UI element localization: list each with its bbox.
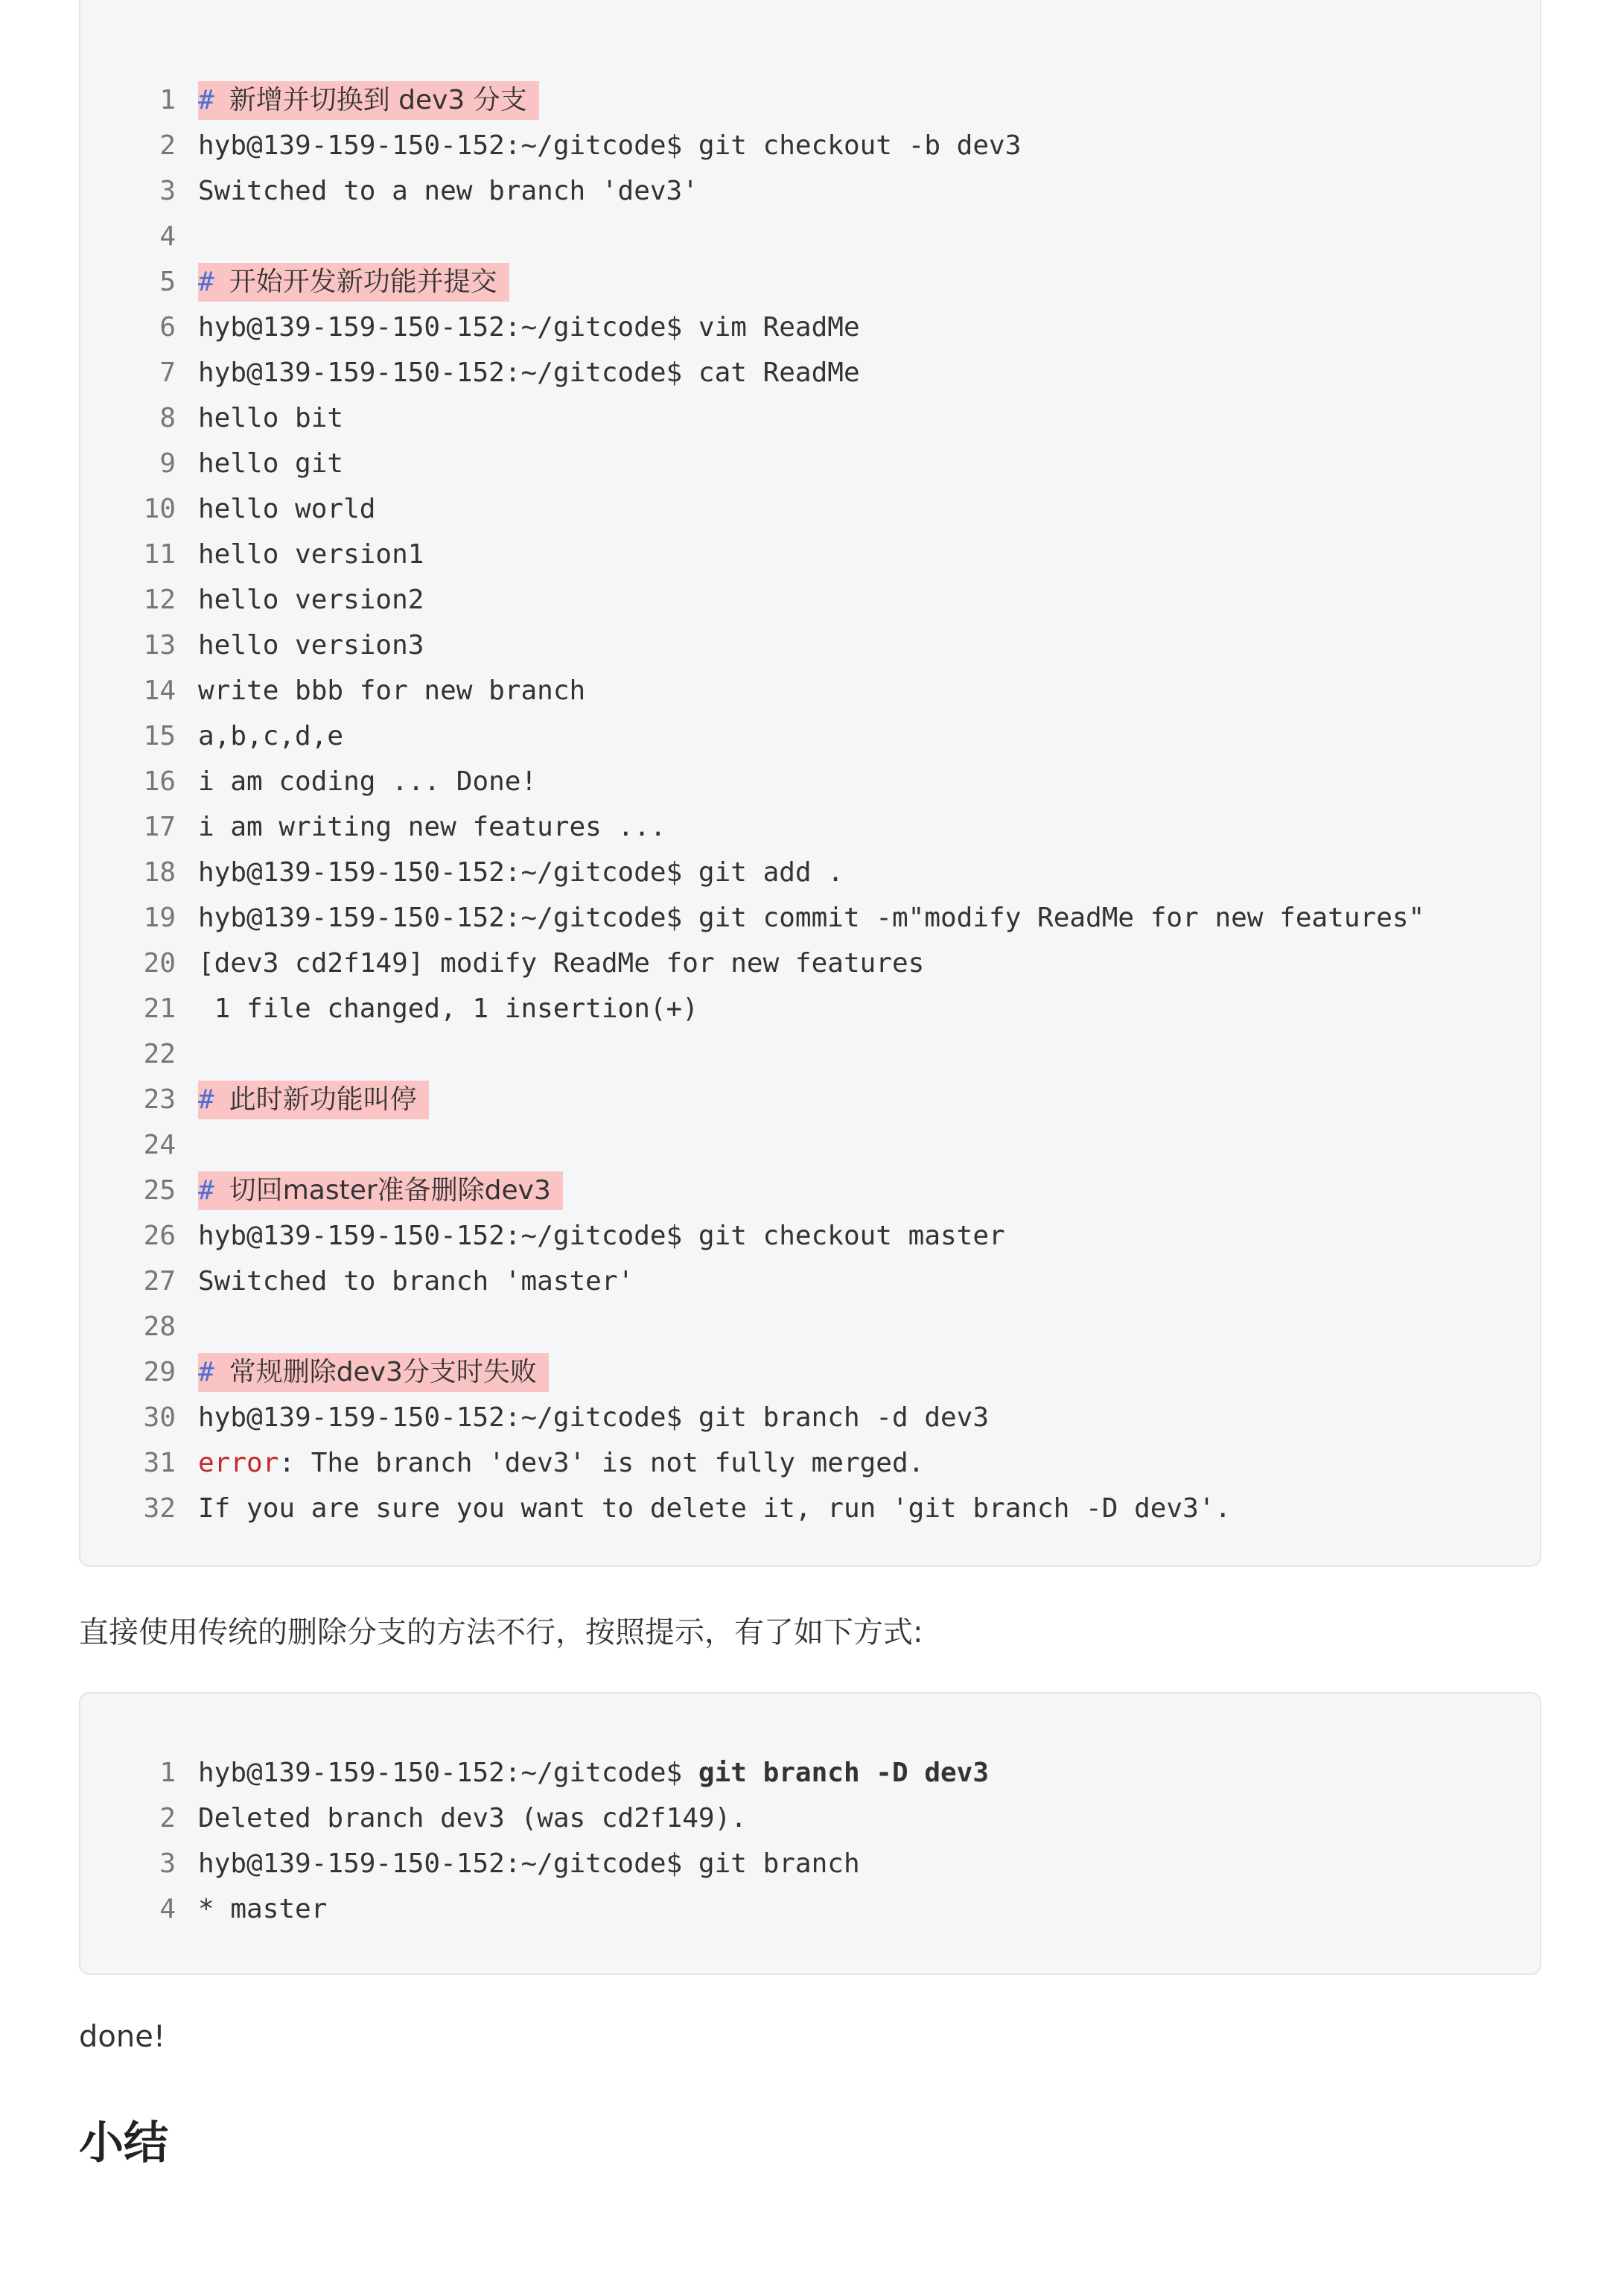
line-number: 21 — [143, 993, 176, 1024]
code-text: i am coding ... Done! — [198, 766, 538, 797]
line-number: 16 — [143, 766, 176, 797]
comment-text: 新增并切换到 dev3 分支 — [229, 85, 527, 115]
section-heading-summary: 小结 — [79, 2117, 168, 2169]
line-number: 13 — [143, 630, 176, 661]
code-line — [80, 1886, 1540, 1932]
code-text: hyb@139-159-150-152:~/gitcode$ git checkout master — [198, 1221, 1005, 1251]
code-line — [80, 1395, 1540, 1440]
code-text: write bbb for new branch — [198, 675, 586, 706]
line-number: 19 — [143, 903, 176, 933]
line-number: 14 — [143, 675, 176, 706]
code-line — [80, 1304, 1540, 1349]
error-keyword: error — [198, 1448, 279, 1478]
line-number: 31 — [143, 1448, 176, 1478]
line-number: 7 — [159, 357, 176, 388]
line-number: 5 — [159, 267, 176, 297]
code-line — [80, 168, 1540, 214]
code-line — [80, 1796, 1540, 1841]
code-line — [80, 986, 1540, 1031]
code-text: hello bit — [198, 403, 344, 433]
line-number: 20 — [143, 948, 176, 979]
code-text: If you are sure you want to delete it, run 'git branch -D dev3'. — [198, 1493, 1232, 1524]
line-number: 12 — [143, 585, 176, 615]
code-text: hyb@139-159-150-152:~/gitcode$ git branch -d dev3 — [198, 1402, 990, 1433]
code-line — [80, 350, 1540, 395]
code-text: a,b,c,d,e — [198, 721, 344, 751]
code-line — [80, 668, 1540, 713]
line-number: 2 — [159, 1803, 176, 1834]
code-line — [80, 941, 1540, 986]
line-number: 9 — [159, 448, 176, 479]
code-text: hyb@139-159-150-152:~/gitcode$ git commit -m"modify ReadMe for new features" — [198, 903, 1425, 933]
comment-highlight — [198, 1353, 549, 1392]
code-text: hello world — [198, 494, 376, 524]
code-line — [80, 77, 1540, 123]
line-number: 10 — [143, 494, 176, 524]
code-block-branch-delete-attempt — [79, 0, 1541, 1567]
line-number: 26 — [143, 1221, 176, 1251]
code-line — [80, 486, 1540, 532]
code-text: hyb@139-159-150-152:~/gitcode$ git checkout -b dev3 — [198, 130, 1022, 161]
code-line — [80, 123, 1540, 168]
code-line — [80, 305, 1540, 350]
line-number: 8 — [159, 403, 176, 433]
line-number: 1 — [159, 85, 176, 115]
code-text: hyb@139-159-150-152:~/gitcode$ vim ReadMe — [198, 312, 860, 343]
code-line — [80, 532, 1540, 577]
code-line — [80, 1168, 1540, 1213]
comment-hash: # — [198, 1175, 214, 1206]
line-number: 6 — [159, 312, 176, 343]
line-number: 32 — [143, 1493, 176, 1524]
line-number: 11 — [143, 539, 176, 570]
code-line — [80, 1841, 1540, 1886]
code-line — [80, 395, 1540, 441]
paragraph-done: done! — [79, 2020, 165, 2054]
code-text: hyb@139-159-150-152:~/gitcode$ cat ReadMe — [198, 357, 860, 388]
code-line — [80, 1031, 1540, 1077]
code-line — [80, 804, 1540, 850]
line-number: 17 — [143, 812, 176, 842]
code-line — [80, 441, 1540, 486]
code-text: Switched to a new branch 'dev3' — [198, 176, 698, 206]
line-number: 28 — [143, 1311, 176, 1342]
code-line — [80, 1750, 1540, 1796]
comment-text: 切回master准备删除dev3 — [229, 1175, 551, 1206]
code-text: hyb@139-159-150-152:~/gitcode$ git branch — [198, 1848, 860, 1879]
comment-hash: # — [198, 1357, 214, 1387]
comment-highlight — [198, 1081, 429, 1119]
comment-highlight — [198, 263, 509, 302]
line-number: 15 — [143, 721, 176, 751]
code-line — [80, 577, 1540, 623]
line-number: 4 — [159, 221, 176, 252]
line-number: 30 — [143, 1402, 176, 1433]
comment-highlight — [198, 1171, 563, 1210]
code-text: 1 file changed, 1 insertion(+) — [198, 993, 698, 1024]
code-line — [80, 759, 1540, 804]
code-line — [80, 1349, 1540, 1395]
code-line — [80, 1440, 1540, 1486]
code-text: hyb@139-159-150-152:~/gitcode$ — [198, 1758, 698, 1788]
comment-text: 开始开发新功能并提交 — [229, 267, 497, 297]
line-number: 18 — [143, 857, 176, 888]
line-number: 27 — [143, 1266, 176, 1297]
comment-text: 此时新功能叫停 — [229, 1084, 417, 1115]
comment-hash: # — [198, 1084, 214, 1115]
comment-hash: # — [198, 85, 214, 115]
line-number: 4 — [159, 1894, 176, 1924]
code-line — [80, 259, 1540, 305]
code-text: hello version1 — [198, 539, 424, 570]
code-block-force-delete — [79, 1692, 1541, 1975]
code-text: Switched to branch 'master' — [198, 1266, 634, 1297]
code-text-bold: git branch -D dev3 — [698, 1758, 990, 1788]
code-line — [80, 1259, 1540, 1304]
code-line — [80, 713, 1540, 759]
comment-highlight — [198, 81, 539, 120]
code-text: i am writing new features ... — [198, 812, 666, 842]
code-line — [80, 850, 1540, 895]
code-line — [80, 1122, 1540, 1168]
line-number: 25 — [143, 1175, 176, 1206]
line-number: 3 — [159, 176, 176, 206]
line-number: 24 — [143, 1130, 176, 1160]
code-text: hello version2 — [198, 585, 424, 615]
code-text: [dev3 cd2f149] modify ReadMe for new features — [198, 948, 925, 979]
line-number: 23 — [143, 1084, 176, 1115]
comment-hash: # — [198, 267, 214, 297]
line-number: 1 — [159, 1758, 176, 1788]
code-text: Deleted branch dev3 (was cd2f149). — [198, 1803, 747, 1834]
line-number: 2 — [159, 130, 176, 161]
line-number: 22 — [143, 1039, 176, 1069]
code-line — [80, 895, 1540, 941]
code-line — [80, 1077, 1540, 1122]
code-text: : The branch 'dev3' is not fully merged. — [278, 1448, 925, 1478]
code-text: hello version3 — [198, 630, 424, 661]
code-line — [80, 1486, 1540, 1531]
code-text: hyb@139-159-150-152:~/gitcode$ git add . — [198, 857, 844, 888]
line-number: 29 — [143, 1357, 176, 1387]
code-line — [80, 214, 1540, 259]
paragraph-explanation: 直接使用传统的删除分支的方法不行，按照提示，有了如下方式: — [79, 1615, 923, 1650]
code-line — [80, 623, 1540, 668]
code-text: hello git — [198, 448, 344, 479]
code-text: * master — [198, 1894, 328, 1924]
code-line — [80, 1213, 1540, 1259]
comment-text: 常规删除dev3分支时失败 — [229, 1357, 537, 1387]
line-number: 3 — [159, 1848, 176, 1879]
